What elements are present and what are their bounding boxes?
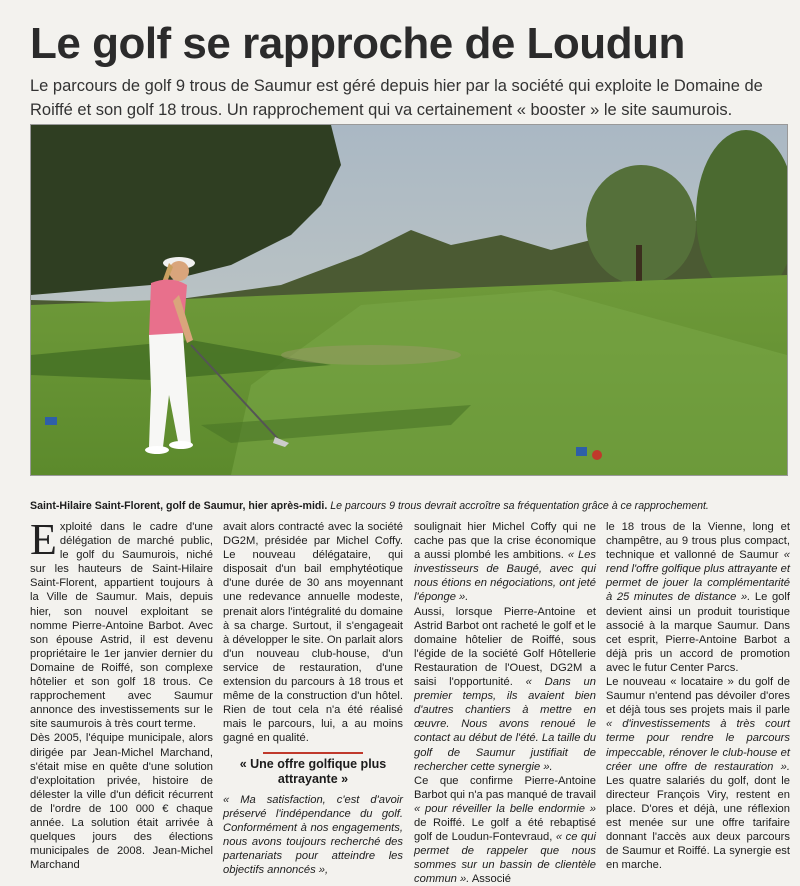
subhead-text: « Une offre golfique plus attrayante » (239, 756, 387, 786)
paragraph-history: Dès 2005, l'équipe municipale, alors dirigée par Jean-Michel Marchand, s'était mise en quête d'une solution d'exploitation privée, histoire de délester la ville d'un déficit récurrent de l'ordre de 100 000 € chaque année. La solution était arrivée à quelques jours des élections municipales de 2008. Jean-Michel Marchand (30, 732, 213, 872)
paragraph-complementarity: le 18 trous de la Vienne, long et champêtre, au 9 trous plus compact, technique et vallonné de Saumur « rend l'offre golfique plus attrayante et permet de jouer la complémentarité à 25 minutes de distance ». Le golf devient ainsi un produit touristique associé à la marque Saumur. Dans cet esprit, Pierre-Antoine Barbot a déjà pris un accord de promotion avec le futur Center Parcs. (606, 521, 791, 674)
golf-course-image (31, 125, 787, 475)
caption-location: Saint-Hilaire Saint-Florent, golf de Saumur, hier après-midi. (30, 500, 328, 512)
photo-caption (30, 499, 790, 513)
paragraph-dg2m: avait alors contracté avec la société DG2M, présidée par Michel Coffy. Le nouveau délégataire, qui disposait d'un bail emphytéotique d'une durée de 30 ans moyennant une redevance annuelle modeste, prenait alors l'intégralité du domaine à sa charge. Surtout, il s'engageait à développer le site. On parlait alors d'un nouveau club-house, d'un service de restauration, d'une extension du parcours à 18 trous et même de la construction d'un hôtel. Rien de tout cela n'a été réalisé mais le parcours, lui, a au moins gagné en qualité. (223, 521, 403, 745)
paragraph-rename: Ce que confirme Pierre-Antoine Barbot qui n'a pas manqué de travail « pour réveiller la belle endormie » de Roiffé. Le golf a été rebaptisé golf de Loudun-Fontevraud, « ce qui permet de rappeler que nous sommes sur un bassin de clientèle commun ». Associé (414, 774, 596, 886)
paragraph-projects: Le nouveau « locataire » du golf de Saumur n'entend pas dévoiler d'ores et déjà tous ses projets mais il parle « d'investissements à très court terme pour rendre le parcours impeccable, rénover le club-house et créer une offre de restauration ». Les quatre salariés du golf, dont le directeur François Viry, restent en place. D'ores et déjà, une réflexion est menée sur une offre tarifaire donnant l'accès aux deux parcours de Saumur et Roiffé. La synergie est en marche. (606, 676, 790, 872)
paragraph-quote-coffy: « Ma satisfaction, c'est d'avoir préservé l'indépendance du golf. Conformément à nos engagements, nous avons toujours recherché des partenariats pour atteindre les objectifs annoncés », (223, 793, 403, 876)
article-lede: Le parcours de golf 9 trous de Saumur est géré depuis hier par la société qui exploite le Domaine de Roiffé et son golf 18 trous. Un rapprochement qui va certainement « booster » le site saumurois. (30, 77, 763, 119)
subhead-rule (263, 752, 363, 754)
article-photo (30, 124, 788, 476)
column-3 (414, 520, 596, 886)
column-4 (606, 520, 790, 872)
article-headline: Le golf se rapproche de Loudun (30, 19, 685, 68)
paragraph-barbot: Aussi, lorsque Pierre-Antoine et Astrid Barbot ont racheté le golf et le domaine hôtelier de Roiffé, sous l'égide de la société Golf Hôtellerie Restauration de l'Ouest, DG2M a saisi l'opportunité. « Dans un premier temps, ils avaient bien d'autres chantiers à mettre en œuvre. Nous avons renoué le contact au début de l'été. La taille du golf de Saumur justifiait de rechercher cette synergie ». (414, 605, 596, 773)
paragraph-intro: xploité dans le cadre d'une délégation de marché public, le golf du Saumurois, niché sur les hauteurs de Saint-Hilaire Saint-Florent, appartient toujours à la Ville de Saumur. Mais, depuis hier, son nouvel exploitant se nomme Pierre-Antoine Barbot. Avec son épouse Astrid, il est devenu propriétaire le 1er janvier dernier du Domaine de Roiffé, son complexe hôtelier et son golf 18 trous. Ce rapprochement avec Saumur annonce des investissements sur le site saumurois à très court terme. (30, 521, 213, 731)
column-2 (223, 520, 403, 877)
section-subhead (223, 752, 403, 787)
caption-text: Le parcours 9 trous devrait accroître sa fréquentation grâce à ce rapprochement. (330, 500, 709, 512)
column-1 (30, 515, 213, 872)
paragraph-crisis: soulignait hier Michel Coffy qui ne cache pas que la crise économique a aussi plombé les ambitions. « Les investisseurs de Baugé, avec qui nous étions en négociations, ont jeté l'éponge ». (414, 521, 596, 604)
drop-cap: E (30, 515, 57, 564)
